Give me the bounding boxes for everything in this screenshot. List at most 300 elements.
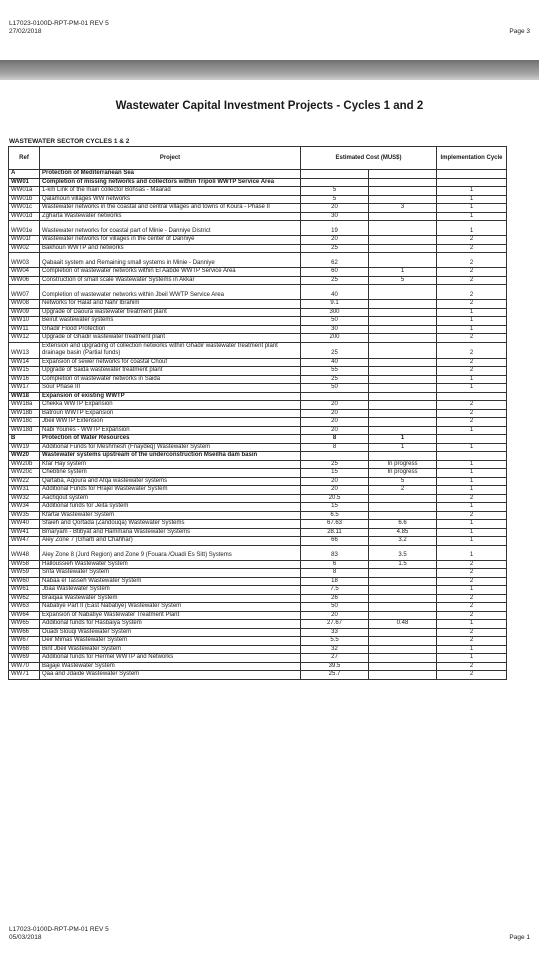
- cell-project: Completion of wastewater networks in Saida: [40, 375, 301, 384]
- cell-c1: 27.67: [301, 620, 369, 629]
- cell-c1: 20: [301, 409, 369, 418]
- cell-c2: [369, 494, 437, 503]
- cell-cycle: 2: [437, 494, 507, 503]
- cell-c2: [369, 401, 437, 410]
- cell-ref: WW63: [9, 603, 40, 612]
- cell-project: Completion of missing networks and collectors within Tripoli WWTP Service Area: [40, 178, 301, 187]
- cell-project: Bakhoun WWTP and networks: [40, 244, 301, 253]
- cell-cycle: 2: [437, 594, 507, 603]
- table-row: [9, 545, 507, 560]
- cell-cycle: 2: [437, 637, 507, 646]
- table-row: [9, 358, 507, 367]
- cell-c1: 6.5: [301, 511, 369, 520]
- cell-cycle: 1: [437, 520, 507, 529]
- cell-cycle: [437, 452, 507, 461]
- table-row: [9, 671, 507, 680]
- footer-date: 05/03/2018: [9, 934, 42, 941]
- cell-c2: [369, 384, 437, 393]
- table-row: [9, 268, 507, 277]
- cell-ref: B: [9, 435, 40, 444]
- table-row: [9, 285, 507, 300]
- cell-ref: WW18a: [9, 401, 40, 410]
- cell-project: Deir Mimas Wastewater System: [40, 637, 301, 646]
- cell-ref: WW15: [9, 367, 40, 376]
- cell-cycle: 2: [437, 244, 507, 253]
- cell-c1: 20: [301, 486, 369, 495]
- cell-c2: [369, 645, 437, 654]
- table-row: [9, 503, 507, 512]
- cell-c1: 27: [301, 654, 369, 663]
- cell-cycle: 1: [437, 375, 507, 384]
- table-row: [9, 443, 507, 452]
- cell-ref: WW12: [9, 334, 40, 343]
- table-row: [9, 611, 507, 620]
- cell-cycle: 1: [437, 620, 507, 629]
- cell-c1: 15: [301, 469, 369, 478]
- table-row: [9, 460, 507, 469]
- cell-ref: WW07: [9, 285, 40, 300]
- cell-ref: WW58: [9, 560, 40, 569]
- cell-c1: 25: [301, 460, 369, 469]
- cell-c1: 40: [301, 285, 369, 300]
- table-row: [9, 187, 507, 196]
- cell-c2: In progress: [369, 469, 437, 478]
- cell-c1: 50: [301, 384, 369, 393]
- cell-project: Kfartai Wastewater System: [40, 511, 301, 520]
- cell-project: Expansion of sewer networks for coastal Chouf: [40, 358, 301, 367]
- cell-project: Aley Zone 7 (Gharb and Chahhar): [40, 537, 301, 546]
- cell-project: Ghadir Flood Protection: [40, 325, 301, 334]
- cell-c1: 25: [301, 375, 369, 384]
- cell-c2: [369, 611, 437, 620]
- cell-ref: WW08: [9, 300, 40, 309]
- col-header-project: Project: [40, 147, 301, 170]
- table-row: [9, 486, 507, 495]
- table-row: [9, 620, 507, 629]
- cell-project: Wastewater networks for villages in the center of Danniye: [40, 236, 301, 245]
- cell-cycle: 1: [437, 654, 507, 663]
- cell-project: Braiqaa Wastewater System: [40, 594, 301, 603]
- cell-project: Kfar Hay system: [40, 460, 301, 469]
- cell-cycle: 1: [437, 426, 507, 435]
- table-row: [9, 560, 507, 569]
- cell-c1: 8: [301, 435, 369, 444]
- cell-ref: WW65: [9, 620, 40, 629]
- cell-c2: [369, 195, 437, 204]
- cell-cycle: 1: [437, 308, 507, 317]
- cell-c2: 4.85: [369, 528, 437, 537]
- cell-cycle: 1: [437, 586, 507, 595]
- cell-project: Additional funds for Hermel WWTP and Networks: [40, 654, 301, 663]
- cell-project: Additional Funds for Meshmesh (Fnaydeq) Wastewater System: [40, 443, 301, 452]
- cell-c2: [369, 603, 437, 612]
- cell-c2: In progress: [369, 460, 437, 469]
- cell-c1: 50: [301, 603, 369, 612]
- cell-cycle: 1: [437, 443, 507, 452]
- table-row: [9, 469, 507, 478]
- table-row: [9, 637, 507, 646]
- header-page-number: Page 3: [509, 28, 530, 35]
- cell-c2: [369, 511, 437, 520]
- footer-doc-ref: L17023-0100D-RPT-PM-01 REV 5: [9, 926, 109, 933]
- cell-c1: 20: [301, 418, 369, 427]
- cell-ref: WW20c: [9, 469, 40, 478]
- cell-project: Extension and upgrading of collection networks within Ghadir wastewater treatment plant drainage basin (Partial funds): [40, 342, 301, 358]
- cell-c1: 66: [301, 537, 369, 546]
- cell-c2: [369, 577, 437, 586]
- cell-c2: 3: [369, 204, 437, 213]
- cell-cycle: 1: [437, 187, 507, 196]
- table-row: [9, 276, 507, 285]
- header-date: 27/02/2018: [9, 28, 42, 35]
- cell-ref: WW06: [9, 276, 40, 285]
- table-row: [9, 317, 507, 326]
- cell-c1: 9.1: [301, 300, 369, 309]
- table-row: [9, 477, 507, 486]
- cell-cycle: 2: [437, 253, 507, 268]
- header-info: [9, 20, 109, 36]
- cell-c1: 25: [301, 244, 369, 253]
- cell-ref: A: [9, 170, 40, 179]
- cell-ref: WW20b: [9, 460, 40, 469]
- cell-c1: [301, 392, 369, 401]
- table-row: [9, 511, 507, 520]
- cell-ref: WW01a: [9, 187, 40, 196]
- cell-ref: WW01: [9, 178, 40, 187]
- table-row: [9, 195, 507, 204]
- table-row: [9, 520, 507, 529]
- table-row: [9, 452, 507, 461]
- cell-ref: WW18c: [9, 418, 40, 427]
- cell-ref: WW09: [9, 308, 40, 317]
- cell-c2: [369, 244, 437, 253]
- cell-cycle: 1: [437, 317, 507, 326]
- cell-cycle: 2: [437, 569, 507, 578]
- cell-cycle: 1: [437, 325, 507, 334]
- cell-c2: [369, 308, 437, 317]
- cell-ref: WW32: [9, 494, 40, 503]
- cell-ref: WW19: [9, 443, 40, 452]
- cell-c2: [369, 375, 437, 384]
- cell-ref: WW62: [9, 594, 40, 603]
- table-row: [9, 654, 507, 663]
- page-title: Wastewater Capital Investment Projects - Cycles 1 and 2: [115, 100, 424, 112]
- cell-c1: 20: [301, 236, 369, 245]
- cell-project: 1-km Link of the main collector Bohsas - Maarad: [40, 187, 301, 196]
- cell-c2: [369, 253, 437, 268]
- cell-cycle: 1: [437, 537, 507, 546]
- cell-cycle: [437, 435, 507, 444]
- cell-c2: [369, 212, 437, 221]
- cell-project: Expansion of Nabatiye Wastewater Treatment Plant: [40, 611, 301, 620]
- cell-c1: [301, 170, 369, 179]
- table-row: [9, 594, 507, 603]
- cell-c1: 5.5: [301, 637, 369, 646]
- cell-ref: WW64: [9, 611, 40, 620]
- cell-c2: [369, 367, 437, 376]
- cell-ref: WW22: [9, 477, 40, 486]
- cell-c2: [369, 187, 437, 196]
- cell-c1: 67.63: [301, 520, 369, 529]
- col-header-cycle: Implementation Cycle: [437, 147, 507, 170]
- cell-c2: [369, 325, 437, 334]
- cell-c2: [369, 392, 437, 401]
- cell-ref: WW68: [9, 645, 40, 654]
- cell-c1: 7.5: [301, 586, 369, 595]
- cell-ref: WW04: [9, 268, 40, 277]
- cell-c2: [369, 452, 437, 461]
- cell-ref: WW47: [9, 537, 40, 546]
- cell-cycle: 1: [437, 384, 507, 393]
- header-doc-ref: L17023-0100D-RPT-PM-01 REV 5: [9, 20, 109, 27]
- cell-c1: 55: [301, 367, 369, 376]
- cell-cycle: 1: [437, 645, 507, 654]
- cell-c1: 5: [301, 187, 369, 196]
- table-row: [9, 494, 507, 503]
- cell-c2: [369, 628, 437, 637]
- cell-c1: 200: [301, 334, 369, 343]
- cell-project: Nabatiye Part II (East Nabatiye) Wastewater System: [40, 603, 301, 612]
- cell-cycle: 1: [437, 503, 507, 512]
- cell-cycle: [437, 178, 507, 187]
- cell-cycle: 2: [437, 236, 507, 245]
- table-row: [9, 603, 507, 612]
- cell-c1: 25: [301, 276, 369, 285]
- cell-ref: WW48: [9, 545, 40, 560]
- cell-project: Additional funds for Hasbaiya System: [40, 620, 301, 629]
- cell-ref: WW61: [9, 586, 40, 595]
- table-row: [9, 253, 507, 268]
- cell-ref: WW20: [9, 452, 40, 461]
- cell-ref: WW01c: [9, 204, 40, 213]
- cell-ref: WW59: [9, 569, 40, 578]
- cell-project: Qalamoun villages WW networks: [40, 195, 301, 204]
- cell-c1: 28.11: [301, 528, 369, 537]
- cell-project: Jbaa Wastewater System: [40, 586, 301, 595]
- table-row: [9, 401, 507, 410]
- cell-cycle: 1: [437, 545, 507, 560]
- cell-project: Upgrade of Daoura wastewater treatment plant: [40, 308, 301, 317]
- cell-ref: WW69: [9, 654, 40, 663]
- cell-c2: [369, 418, 437, 427]
- table-row: [9, 528, 507, 537]
- cell-project: Chekka WWTP Expansion: [40, 401, 301, 410]
- cell-c2: 1: [369, 443, 437, 452]
- cell-ref: WW60: [9, 577, 40, 586]
- cell-ref: WW18: [9, 392, 40, 401]
- cell-cycle: 1: [437, 486, 507, 495]
- cell-project: Bajjaje Wastewater System: [40, 662, 301, 671]
- cell-project: Upgrade of Saida wastewater treatment plant: [40, 367, 301, 376]
- cell-c1: 300: [301, 308, 369, 317]
- cell-ref: WW01d: [9, 212, 40, 221]
- cell-c2: [369, 654, 437, 663]
- table-row: [9, 367, 507, 376]
- table-row: [9, 662, 507, 671]
- cell-project: Jbeil WWTP Extension: [40, 418, 301, 427]
- cell-ref: WW13: [9, 342, 40, 358]
- cell-c1: 20: [301, 204, 369, 213]
- cell-c2: 3.2: [369, 537, 437, 546]
- cell-project: Qartaba, Aqoura and Afqa wastewater systems: [40, 477, 301, 486]
- cell-c1: 20: [301, 611, 369, 620]
- cell-project: Zgharta Wastewater networks: [40, 212, 301, 221]
- cell-c2: [369, 409, 437, 418]
- cell-cycle: 2: [437, 611, 507, 620]
- table-header-row: [9, 147, 507, 170]
- cell-ref: WW34: [9, 503, 40, 512]
- cell-ref: WW02: [9, 244, 40, 253]
- cell-c1: 19: [301, 221, 369, 236]
- cell-c1: 33: [301, 628, 369, 637]
- cell-ref: WW10: [9, 317, 40, 326]
- cell-c1: [301, 452, 369, 461]
- cell-ref: WW01f: [9, 236, 40, 245]
- cell-c1: 18: [301, 577, 369, 586]
- table-row: [9, 212, 507, 221]
- cell-c1: 50: [301, 317, 369, 326]
- cell-c2: 1.5: [369, 560, 437, 569]
- cell-c1: 20: [301, 477, 369, 486]
- cell-c1: 20: [301, 426, 369, 435]
- cell-c2: [369, 285, 437, 300]
- cell-c1: 15: [301, 503, 369, 512]
- cell-project: Protection of Water Resources: [40, 435, 301, 444]
- cell-ref: WW40: [9, 520, 40, 529]
- cell-project: Batroun WWTP Expansion: [40, 409, 301, 418]
- cell-c1: 40: [301, 358, 369, 367]
- cell-c1: 20.5: [301, 494, 369, 503]
- cell-c2: [369, 594, 437, 603]
- table-body: [9, 170, 507, 680]
- cell-c1: 25: [301, 342, 369, 358]
- cell-project: Wastewater networks for coastal part of Minie - Danniye District: [40, 221, 301, 236]
- table-row: [9, 409, 507, 418]
- cell-c1: 8: [301, 569, 369, 578]
- cell-cycle: 2: [437, 342, 507, 358]
- cell-cycle: 2: [437, 409, 507, 418]
- cell-c2: [369, 300, 437, 309]
- table-row: [9, 170, 507, 179]
- cell-ref: WW18b: [9, 409, 40, 418]
- cell-c2: [369, 426, 437, 435]
- table-row: [9, 178, 507, 187]
- cell-c1: 8: [301, 443, 369, 452]
- table-row: [9, 418, 507, 427]
- cell-project: Beirut wastewater systems: [40, 317, 301, 326]
- cell-ref: WW66: [9, 628, 40, 637]
- cell-c2: 5: [369, 477, 437, 486]
- cell-project: Srifa Wastewater System: [40, 569, 301, 578]
- cell-cycle: 1: [437, 212, 507, 221]
- cell-cycle: 2: [437, 300, 507, 309]
- cell-project: Wastewater systems upstream of the underconstruction Mseilha dam basin: [40, 452, 301, 461]
- table-row: [9, 308, 507, 317]
- table-row: [9, 392, 507, 401]
- cell-project: Nabaa el Tasseh Wastewater System: [40, 577, 301, 586]
- cell-cycle: 2: [437, 603, 507, 612]
- col-header-ref: Ref: [9, 147, 40, 170]
- cell-cycle: [437, 392, 507, 401]
- cell-c2: [369, 334, 437, 343]
- cell-c1: 60: [301, 268, 369, 277]
- cell-cycle: 1: [437, 528, 507, 537]
- cell-project: Additional funds for Jeita system: [40, 503, 301, 512]
- cell-c2: 1: [369, 268, 437, 277]
- cell-ref: WW67: [9, 637, 40, 646]
- cell-project: Protection of Mediterranean Sea: [40, 170, 301, 179]
- cell-ref: WW03: [9, 253, 40, 268]
- cell-c1: 20: [301, 401, 369, 410]
- table-row: [9, 628, 507, 637]
- cell-c2: 6.6: [369, 520, 437, 529]
- cell-cycle: 1: [437, 460, 507, 469]
- cell-project: Sour Phase III: [40, 384, 301, 393]
- cell-cycle: 1: [437, 221, 507, 236]
- cell-c2: [369, 569, 437, 578]
- table-row: [9, 426, 507, 435]
- cell-c2: [369, 637, 437, 646]
- cell-ref: WW41: [9, 528, 40, 537]
- cell-project: Networks for Halat and Nahr Ibrahim: [40, 300, 301, 309]
- table-row: [9, 569, 507, 578]
- table-row: [9, 221, 507, 236]
- cell-ref: WW71: [9, 671, 40, 680]
- table-row: [9, 435, 507, 444]
- cell-cycle: 1: [437, 195, 507, 204]
- cell-project: Nabi Younes - WWTP Expansion: [40, 426, 301, 435]
- cell-c1: 26: [301, 594, 369, 603]
- cell-c2: [369, 358, 437, 367]
- cell-ref: WW35: [9, 511, 40, 520]
- cell-c2: [369, 586, 437, 595]
- cell-c2: [369, 178, 437, 187]
- cell-project: Ouadi Slouqi Wastewater System: [40, 628, 301, 637]
- cell-c2: 2: [369, 486, 437, 495]
- cell-c2: 1: [369, 435, 437, 444]
- cell-cycle: 2: [437, 628, 507, 637]
- cell-c1: [301, 178, 369, 187]
- table-row: [9, 645, 507, 654]
- cell-c1: 30: [301, 325, 369, 334]
- cell-cycle: 2: [437, 268, 507, 277]
- cell-ref: WW70: [9, 662, 40, 671]
- cell-cycle: 2: [437, 367, 507, 376]
- table-row: [9, 244, 507, 253]
- section-label: WASTEWATER SECTOR CYCLES 1 & 2: [9, 138, 130, 145]
- cell-c2: [369, 170, 437, 179]
- cell-c1: 25.7: [301, 671, 369, 680]
- cell-c2: [369, 671, 437, 680]
- cell-c1: 6: [301, 560, 369, 569]
- cell-cycle: 2: [437, 401, 507, 410]
- cell-c2: [369, 503, 437, 512]
- cell-project: Aachqout system: [40, 494, 301, 503]
- table-row: [9, 375, 507, 384]
- cell-cycle: 2: [437, 358, 507, 367]
- cell-project: Sfaieh and Qortada (Zandouqa) Wastewater Systems: [40, 520, 301, 529]
- cell-cycle: 2: [437, 276, 507, 285]
- cell-cycle: [437, 170, 507, 179]
- cell-c1: 30: [301, 212, 369, 221]
- table-row: [9, 586, 507, 595]
- cell-cycle: 2: [437, 511, 507, 520]
- cell-cycle: 1: [437, 477, 507, 486]
- cell-cycle: 2: [437, 671, 507, 680]
- cell-project: Completion of wastewater networks within El Aabde WWTP Service Area: [40, 268, 301, 277]
- cell-cycle: 1: [437, 204, 507, 213]
- cell-c1: 32: [301, 645, 369, 654]
